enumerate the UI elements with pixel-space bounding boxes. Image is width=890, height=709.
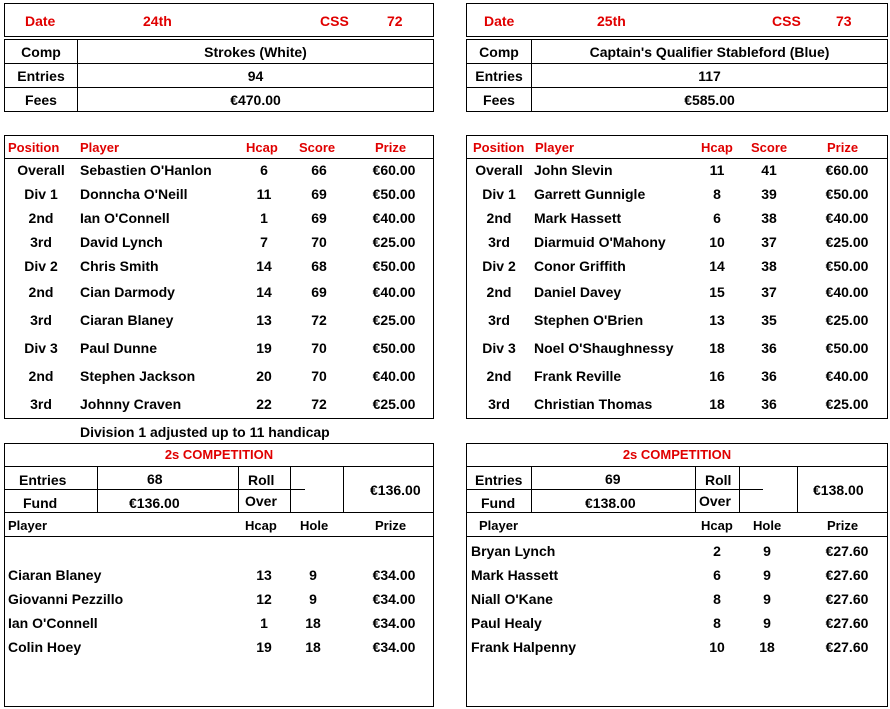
result-position: 2nd bbox=[28, 210, 54, 226]
twos-row bbox=[467, 539, 887, 563]
result-row bbox=[5, 308, 433, 332]
result-score: 39 bbox=[761, 186, 777, 202]
result-row bbox=[467, 230, 887, 254]
result-prize: €60.00 bbox=[825, 162, 869, 178]
result-prize: €25.00 bbox=[372, 396, 416, 412]
result-player: David Lynch bbox=[80, 234, 163, 250]
result-score: 69 bbox=[311, 186, 327, 202]
twos-header-hcap: Hcap bbox=[245, 518, 277, 533]
result-row bbox=[467, 182, 887, 206]
result-hcap: 14 bbox=[256, 284, 272, 300]
twos-hcap: 1 bbox=[260, 615, 268, 631]
result-prize: €40.00 bbox=[825, 210, 869, 226]
twos-hole: 9 bbox=[763, 543, 771, 559]
result-position: Div 3 bbox=[482, 340, 516, 356]
fees-value: €470.00 bbox=[78, 88, 434, 112]
twos-row bbox=[467, 635, 887, 659]
result-score: 36 bbox=[761, 368, 777, 384]
result-row bbox=[5, 182, 433, 206]
header-prize: Prize bbox=[375, 140, 407, 155]
result-player: Stephen O'Brien bbox=[534, 312, 644, 328]
result-player: John Slevin bbox=[534, 162, 613, 178]
result-score: 68 bbox=[311, 258, 327, 274]
twos-over-label: Over bbox=[245, 493, 277, 509]
result-prize: €60.00 bbox=[372, 162, 416, 178]
twos-header-hcap: Hcap bbox=[701, 518, 733, 533]
twos-row bbox=[467, 563, 887, 587]
result-player: Mark Hassett bbox=[534, 210, 622, 226]
result-hcap: 10 bbox=[709, 234, 725, 250]
result-player: Christian Thomas bbox=[534, 396, 653, 412]
result-prize: €25.00 bbox=[825, 396, 869, 412]
results-header bbox=[5, 140, 433, 158]
twos-row bbox=[5, 587, 433, 611]
result-prize: €50.00 bbox=[372, 258, 416, 274]
result-prize: €25.00 bbox=[825, 234, 869, 250]
twos-over-label: Over bbox=[699, 493, 731, 509]
twos-player: Frank Halpenny bbox=[471, 639, 577, 655]
twos-hcap: 10 bbox=[709, 639, 725, 655]
result-hcap: 14 bbox=[709, 258, 725, 274]
result-prize: €25.00 bbox=[372, 234, 416, 250]
result-score: 35 bbox=[761, 312, 777, 328]
result-player: Sebastien O'Hanlon bbox=[80, 162, 212, 178]
twos-row bbox=[467, 587, 887, 611]
twos-prize: €34.00 bbox=[372, 639, 416, 655]
result-player: Stephen Jackson bbox=[80, 368, 196, 384]
comp-info-table bbox=[4, 39, 434, 112]
result-hcap: 6 bbox=[713, 210, 721, 226]
result-row bbox=[5, 230, 433, 254]
comp-value: Strokes (White) bbox=[78, 40, 434, 64]
result-player: Donncha O'Neill bbox=[80, 186, 188, 202]
result-player: Daniel Davey bbox=[534, 284, 622, 300]
twos-hole: 18 bbox=[305, 615, 321, 631]
result-hcap: 18 bbox=[709, 340, 725, 356]
twos-row bbox=[467, 611, 887, 635]
date-bar bbox=[4, 3, 434, 37]
twos-prize: €27.60 bbox=[825, 615, 869, 631]
twos-roll-label: Roll bbox=[248, 472, 275, 488]
result-position: 3rd bbox=[488, 234, 510, 250]
twos-hole: 9 bbox=[763, 591, 771, 607]
twos-total: €138.00 bbox=[813, 482, 864, 498]
result-player: Conor Griffith bbox=[534, 258, 626, 274]
result-prize: €40.00 bbox=[825, 284, 869, 300]
result-prize: €50.00 bbox=[825, 258, 869, 274]
date-label: Date bbox=[484, 13, 515, 29]
twos-title: 2s COMPETITION bbox=[164, 447, 274, 462]
result-player: Ciaran Blaney bbox=[80, 312, 174, 328]
result-hcap: 20 bbox=[256, 368, 272, 384]
result-position: 3rd bbox=[488, 396, 510, 412]
header-player: Player bbox=[80, 140, 120, 155]
header-hcap: Hcap bbox=[246, 140, 278, 155]
result-position: 2nd bbox=[28, 368, 54, 384]
twos-hcap: 19 bbox=[256, 639, 272, 655]
header-score: Score bbox=[751, 140, 788, 155]
result-row bbox=[5, 392, 433, 416]
twos-hole: 9 bbox=[309, 567, 317, 583]
result-position: 2nd bbox=[486, 284, 512, 300]
twos-player: Niall O'Kane bbox=[471, 591, 553, 607]
result-position: Div 1 bbox=[482, 186, 516, 202]
result-position: Overall bbox=[17, 162, 65, 178]
twos-player: Paul Healy bbox=[471, 615, 542, 631]
result-player: Paul Dunne bbox=[80, 340, 158, 356]
twos-competition bbox=[466, 443, 888, 707]
result-prize: €50.00 bbox=[825, 186, 869, 202]
result-hcap: 11 bbox=[709, 162, 725, 178]
result-player: Garrett Gunnigle bbox=[534, 186, 646, 202]
date-label: Date bbox=[25, 13, 56, 29]
comp-label: Comp bbox=[5, 40, 78, 64]
entries-label: Entries bbox=[5, 64, 78, 88]
result-player: Johnny Craven bbox=[80, 396, 182, 412]
twos-hcap: 8 bbox=[713, 615, 721, 631]
twos-prize: €34.00 bbox=[372, 567, 416, 583]
twos-total: €136.00 bbox=[370, 482, 421, 498]
result-row bbox=[467, 308, 887, 332]
entries-value: 94 bbox=[78, 64, 434, 88]
result-prize: €40.00 bbox=[372, 368, 416, 384]
header-position: Position bbox=[8, 140, 60, 155]
result-hcap: 1 bbox=[260, 210, 268, 226]
result-position: 3rd bbox=[488, 312, 510, 328]
result-hcap: 18 bbox=[709, 396, 725, 412]
result-row bbox=[467, 336, 887, 360]
entries-label: Entries bbox=[467, 64, 532, 88]
twos-fund-label: Fund bbox=[23, 495, 58, 511]
result-score: 41 bbox=[761, 162, 777, 178]
comp-info-table bbox=[466, 39, 888, 112]
twos-row bbox=[5, 563, 433, 587]
result-row bbox=[467, 206, 887, 230]
result-player: Diarmuid O'Mahony bbox=[534, 234, 666, 250]
twos-entries-label: Entries bbox=[19, 472, 67, 488]
result-row bbox=[467, 280, 887, 304]
twos-player: Giovanni Pezzillo bbox=[8, 591, 124, 607]
results-header bbox=[467, 140, 887, 158]
result-hcap: 13 bbox=[256, 312, 272, 328]
result-position: 2nd bbox=[486, 210, 512, 226]
results-table bbox=[4, 135, 434, 419]
twos-roll-label: Roll bbox=[705, 472, 732, 488]
entries-value: 117 bbox=[532, 64, 888, 88]
result-row bbox=[5, 158, 433, 182]
twos-hcap: 8 bbox=[713, 591, 721, 607]
twos-player: Mark Hassett bbox=[471, 567, 559, 583]
result-prize: €40.00 bbox=[825, 368, 869, 384]
twos-row bbox=[5, 635, 433, 659]
twos-hcap: 12 bbox=[256, 591, 272, 607]
twos-prize: €34.00 bbox=[372, 591, 416, 607]
twos-prize: €27.60 bbox=[825, 591, 869, 607]
css-value: 73 bbox=[836, 13, 852, 29]
date-bar bbox=[466, 3, 888, 37]
twos-entries-value: 68 bbox=[147, 471, 163, 487]
result-prize: €50.00 bbox=[372, 186, 416, 202]
twos-title: 2s COMPETITION bbox=[622, 447, 732, 462]
twos-player: Colin Hoey bbox=[8, 639, 82, 655]
result-score: 37 bbox=[761, 284, 777, 300]
result-player: Ian O'Connell bbox=[80, 210, 170, 226]
header-score: Score bbox=[299, 140, 336, 155]
result-prize: €50.00 bbox=[372, 340, 416, 356]
result-score: 69 bbox=[311, 210, 327, 226]
result-hcap: 11 bbox=[256, 186, 272, 202]
header-prize: Prize bbox=[827, 140, 859, 155]
result-hcap: 22 bbox=[256, 396, 272, 412]
twos-header-prize: Prize bbox=[827, 518, 859, 533]
twos-hole: 9 bbox=[309, 591, 317, 607]
result-position: Div 3 bbox=[24, 340, 58, 356]
result-row bbox=[467, 364, 887, 388]
twos-header-hole: Hole bbox=[753, 518, 782, 533]
twos-competition bbox=[4, 443, 434, 707]
result-row bbox=[467, 392, 887, 416]
result-position: Div 1 bbox=[24, 186, 58, 202]
twos-header-player: Player bbox=[8, 518, 48, 533]
result-score: 70 bbox=[311, 368, 327, 384]
header-position: Position bbox=[473, 140, 525, 155]
result-player: Chris Smith bbox=[80, 258, 159, 274]
result-row bbox=[5, 280, 433, 304]
result-prize: €40.00 bbox=[372, 284, 416, 300]
result-row bbox=[5, 364, 433, 388]
twos-hole: 9 bbox=[763, 615, 771, 631]
result-score: 66 bbox=[311, 162, 327, 178]
result-hcap: 15 bbox=[709, 284, 725, 300]
header-player: Player bbox=[535, 140, 575, 155]
twos-entries-label: Entries bbox=[475, 472, 523, 488]
result-hcap: 7 bbox=[260, 234, 268, 250]
twos-player: Ciaran Blaney bbox=[8, 567, 102, 583]
result-row bbox=[5, 206, 433, 230]
date-value: 25th bbox=[597, 13, 626, 29]
comp-label: Comp bbox=[467, 40, 532, 64]
twos-header-player: Player bbox=[479, 518, 519, 533]
result-prize: €25.00 bbox=[372, 312, 416, 328]
twos-hcap: 2 bbox=[713, 543, 721, 559]
twos-fund-value: €138.00 bbox=[585, 495, 636, 511]
header-hcap: Hcap bbox=[701, 140, 733, 155]
result-hcap: 8 bbox=[713, 186, 721, 202]
css-label: CSS bbox=[320, 13, 349, 29]
fees-value: €585.00 bbox=[532, 88, 888, 112]
twos-prize: €27.60 bbox=[825, 639, 869, 655]
twos-prize: €27.60 bbox=[825, 567, 869, 583]
comp-value: Captain's Qualifier Stableford (Blue) bbox=[532, 40, 888, 64]
result-score: 36 bbox=[761, 340, 777, 356]
twos-player: Bryan Lynch bbox=[471, 543, 556, 559]
twos-player: Ian O'Connell bbox=[8, 615, 98, 631]
result-position: 3rd bbox=[30, 234, 52, 250]
result-position: 2nd bbox=[486, 368, 512, 384]
result-score: 37 bbox=[761, 234, 777, 250]
css-label: CSS bbox=[772, 13, 801, 29]
result-hcap: 16 bbox=[709, 368, 725, 384]
division-note: Division 1 adjusted up to 11 handicap bbox=[80, 424, 330, 440]
result-prize: €50.00 bbox=[825, 340, 869, 356]
result-score: 72 bbox=[311, 312, 327, 328]
result-score: 69 bbox=[311, 284, 327, 300]
twos-entries-value: 69 bbox=[605, 471, 621, 487]
result-player: Noel O'Shaughnessy bbox=[534, 340, 674, 356]
result-prize: €40.00 bbox=[372, 210, 416, 226]
result-row bbox=[5, 254, 433, 278]
twos-fund-label: Fund bbox=[481, 495, 516, 511]
result-player: Frank Reville bbox=[534, 368, 622, 384]
results-table bbox=[466, 135, 888, 419]
result-score: 36 bbox=[761, 396, 777, 412]
twos-prize: €34.00 bbox=[372, 615, 416, 631]
result-position: 2nd bbox=[28, 284, 54, 300]
twos-hcap: 13 bbox=[256, 567, 272, 583]
result-player: Cian Darmody bbox=[80, 284, 175, 300]
twos-row bbox=[5, 611, 433, 635]
result-row bbox=[467, 158, 887, 182]
twos-fund-value: €136.00 bbox=[129, 495, 180, 511]
result-score: 70 bbox=[311, 234, 327, 250]
result-prize: €25.00 bbox=[825, 312, 869, 328]
twos-hcap: 6 bbox=[713, 567, 721, 583]
result-position: Overall bbox=[475, 162, 523, 178]
css-value: 72 bbox=[387, 13, 403, 29]
result-hcap: 6 bbox=[260, 162, 268, 178]
result-position: 3rd bbox=[30, 312, 52, 328]
result-score: 72 bbox=[311, 396, 327, 412]
result-score: 70 bbox=[311, 340, 327, 356]
result-position: 3rd bbox=[30, 396, 52, 412]
fees-label: Fees bbox=[5, 88, 78, 112]
twos-hole: 18 bbox=[759, 639, 775, 655]
twos-header-prize: Prize bbox=[375, 518, 407, 533]
result-row bbox=[467, 254, 887, 278]
date-value: 24th bbox=[143, 13, 172, 29]
result-hcap: 14 bbox=[256, 258, 272, 274]
twos-header-hole: Hole bbox=[300, 518, 329, 533]
twos-hole: 18 bbox=[305, 639, 321, 655]
twos-prize: €27.60 bbox=[825, 543, 869, 559]
result-score: 38 bbox=[761, 258, 777, 274]
result-hcap: 13 bbox=[709, 312, 725, 328]
result-hcap: 19 bbox=[256, 340, 272, 356]
result-row bbox=[5, 336, 433, 360]
result-position: Div 2 bbox=[482, 258, 516, 274]
result-score: 38 bbox=[761, 210, 777, 226]
result-position: Div 2 bbox=[24, 258, 58, 274]
fees-label: Fees bbox=[467, 88, 532, 112]
twos-hole: 9 bbox=[763, 567, 771, 583]
